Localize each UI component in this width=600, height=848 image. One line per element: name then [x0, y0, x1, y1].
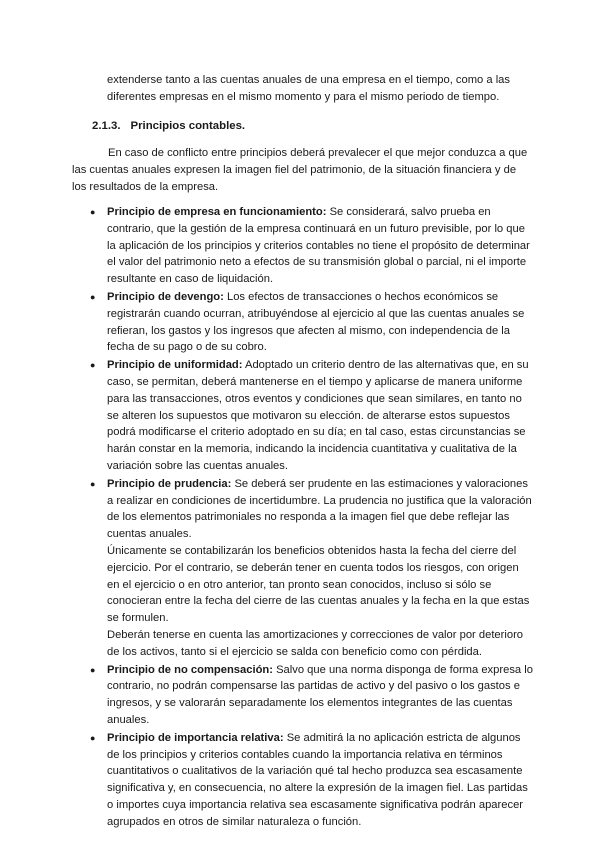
bullet-icon: ● [90, 360, 96, 371]
section-title: Principios contables. [130, 120, 246, 132]
bullet-icon: ● [90, 664, 96, 675]
principle-title: Principio de no compensación: [107, 663, 273, 676]
principles-list [90, 204, 533, 831]
intro-paragraph: En caso de conflicto entre principios deberá prevalecer el que mejor conduzca a que las cuentas anuales expresen la imagen fiel del patrimonio, de la situación financiera y de los resultados de la empresa. [72, 147, 528, 193]
principle-title: Principio de importancia relativa: [107, 731, 284, 744]
principle-title: Principio de prudencia: [107, 477, 232, 490]
section-number: 2.1.3. [92, 120, 121, 132]
list-item-devengo [90, 289, 533, 356]
list-item-importancia-relativa [90, 730, 533, 831]
list-item-uniformidad [90, 357, 533, 475]
continuation-paragraph: extenderse tanto a las cuentas anuales de una empresa en el tiempo, como a las diferentes empresas en el mismo momento y para el mismo periodo de tiempo. [107, 74, 511, 103]
bullet-icon: ● [90, 291, 96, 302]
list-item-prudencia [90, 476, 533, 661]
bullet-icon: ● [90, 478, 96, 489]
principle-text: Los efectos de transacciones o hechos económicos se registrarán cuando ocurran, atribuyéndose al ejercicio al que las cuentas anuales se refieran, los gastos y los ingresos que afecten al mismo, con independencia de la fecha de su pago o de su cobro. [107, 290, 525, 354]
section-heading [92, 118, 245, 135]
principle-extra-paragraph: Únicamente se contabilizarán los beneficios obtenidos hasta la fecha del cierre del ejercicio. Por el contrario, se deberán tener en cuenta todos los riesgos, con origen en el ejercicio o en otro anterior, tan pronto sean conocidos, incluso si sólo se conocieran entre la fecha del cierre de las cuentas anuales y la fecha en la que estas se formulen. [107, 544, 530, 625]
principle-extra-paragraph: Deberán tenerse en cuenta las amortizaciones y correcciones de valor por deterioro de los activos, tanto si el ejercicio se salda con beneficio como con pérdida. [107, 628, 524, 658]
principle-text: Adoptado un criterio dentro de las alternativas que, en su caso, se permitan, deberá mantenerse en el tiempo y aplicarse de manera uniforme para las transacciones, otros eventos y condiciones que sean similares, en tanto no se alteren los supuestos que motivaron su elección. de alterarse estos supuestos podrá modificarse el criterio adoptado en su día; en tal caso, estas circunstancias se harán constar en la memoria, indicando la incidencia cuantitativa y cualitativa de la variación sobre las cuentas anuales. [107, 359, 529, 472]
principle-text: Se admitirá la no aplicación estricta de algunos de los principios y criterios contables cuando la importancia relativa en términos cuantitativos o cualitativos de la variación qué tal hecho produzca sea escasamente significativa y, en consecuencia, no altere la expresión de la imagen fiel. Las partidas o importes cuya importancia relativa sea escasamente significativa podrán aparecer agrupados en otros de similar naturaleza o función. [107, 731, 528, 828]
principle-title: Principio de uniformidad: [107, 359, 243, 372]
list-item-empresa-en-funcionamiento [90, 204, 533, 288]
principle-title: Principio de empresa en funcionamiento: [107, 206, 327, 218]
bullet-icon: ● [90, 207, 96, 217]
principle-title: Principio de devengo: [107, 290, 224, 303]
bullet-icon: ● [90, 732, 96, 743]
principle-text: Salvo que una norma disponga de forma expresa lo contrario, no podrán compensarse las partidas de activo y del pasivo o los gastos e ingresos, y se valorarán separadamente los elementos integrantes de las cuentas anuales. [107, 663, 533, 726]
principle-text: Se considerará, salvo prueba en contrario, que la gestión de la empresa continuará en un futuro previsible, por lo que la aplicación de los principios y criterios contables no tiene el propósito de determinar el valor del patrimonio neto a efectos de su transmisión global o parcial, ni el importe resultante en caso de liquidación. [107, 206, 530, 286]
list-item-no-compensacion [90, 662, 533, 729]
principle-text: Se deberá ser prudente en las estimaciones y valoraciones a realizar en condiciones de incertidumbre. La prudencia no justifica que la valoración de los elementos patrimoniales no responda a la imagen fiel que debe reflejar las cuentas anuales. [107, 477, 532, 541]
